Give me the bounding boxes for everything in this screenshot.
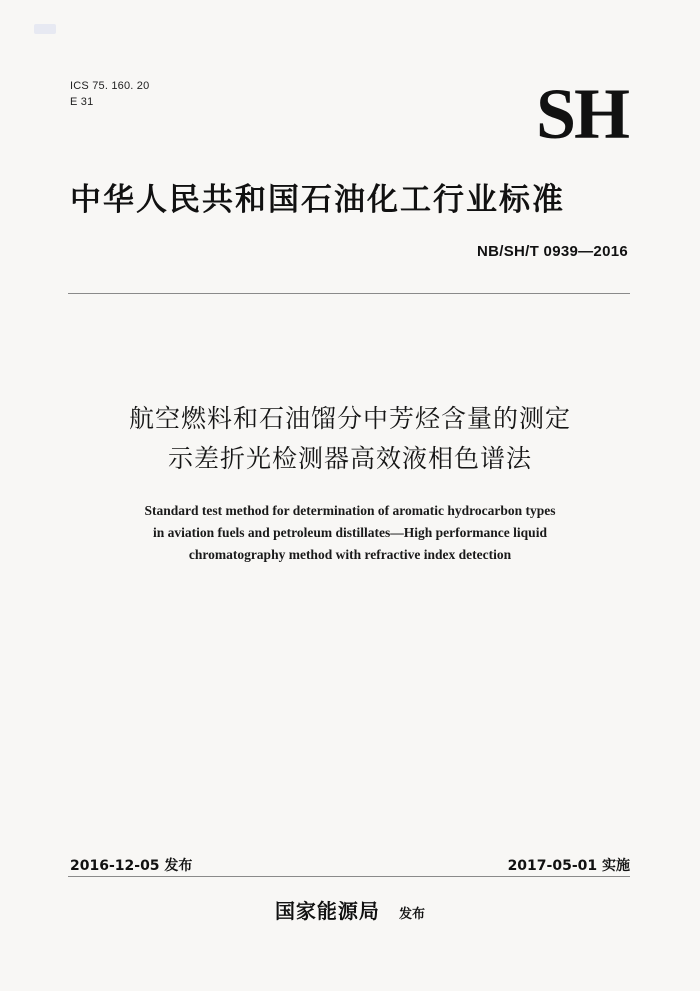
publisher-name: 国家能源局 bbox=[274, 899, 380, 923]
scan-mark bbox=[34, 24, 56, 34]
chinese-title-line-2: 示差折光检测器高效液相色谱法 bbox=[167, 444, 532, 473]
organization-title: 中华人民共和国石油化工行业标准 bbox=[70, 182, 565, 218]
sh-logo: SH bbox=[535, 74, 628, 154]
english-title-line-1: Standard test method for determination of aromatic hydrocarbon types bbox=[144, 503, 556, 518]
english-title-line-2: in aviation fuels and petroleum distillates—High performance liquid bbox=[153, 525, 547, 540]
ics-code: ICS 75. 160. 20 bbox=[70, 80, 150, 92]
top-divider bbox=[68, 293, 630, 294]
publisher-suffix: 发布 bbox=[399, 907, 426, 922]
publisher bbox=[0, 895, 700, 924]
chinese-title-line-1: 航空燃料和石油馏分中芳烃含量的测定 bbox=[128, 404, 571, 433]
classification-code: E 31 bbox=[70, 96, 94, 108]
issue-date: 2016-12-05 发布 bbox=[70, 858, 193, 874]
english-title-line-3: chromatography method with refractive index detection bbox=[188, 547, 512, 562]
standard-number: NB/SH/T 0939—2016 bbox=[476, 243, 628, 260]
implementation-date: 2017-05-01 实施 bbox=[507, 858, 630, 874]
bottom-divider bbox=[68, 876, 630, 877]
